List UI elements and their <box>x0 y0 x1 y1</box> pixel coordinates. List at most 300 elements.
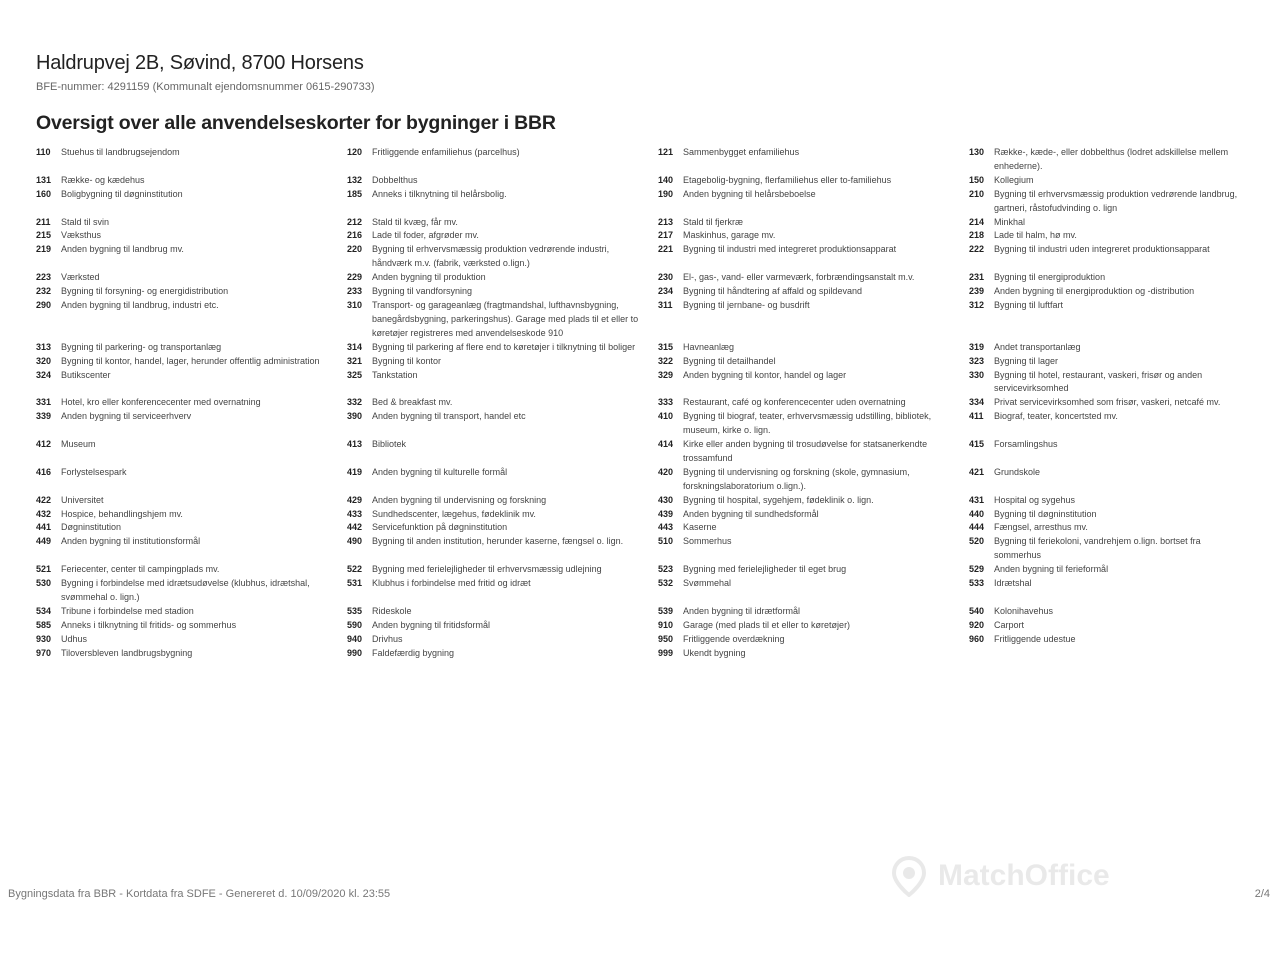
usage-code-entry <box>969 299 1246 341</box>
usage-label: Fritliggende enfamiliehus (parcelhus) <box>372 147 520 157</box>
usage-label: Sommerhus <box>683 536 732 547</box>
usage-label: Stald til fjerkræ <box>683 216 744 227</box>
usage-code-entry <box>36 619 347 633</box>
usage-code-entry <box>658 647 969 661</box>
usage-code: 311 <box>658 299 673 310</box>
usage-code-entry <box>347 466 658 494</box>
usage-code-entry <box>658 521 969 535</box>
usage-code: 960 <box>969 633 985 644</box>
usage-label: Bygning til undervisning og forskning (skole, gymnasium, forskningslaboratorium o.lign.). <box>683 466 910 491</box>
usage-code: 521 <box>36 564 52 575</box>
usage-label: Transport- og garageanlæg (fragtmandshal, lufthavnsbygning, banegårdsbygning, parkeringshus). Garage med plads til et eller to køretøjer registreres med anvendelseskode 910 <box>372 299 639 338</box>
usage-label: Bygning til energiproduktion <box>994 272 1106 283</box>
usage-label: Væksthus <box>61 230 102 241</box>
usage-code-entry <box>36 174 347 188</box>
usage-code-entry <box>658 216 969 230</box>
usage-code-entry <box>658 466 969 494</box>
usage-code-entry <box>969 605 1246 619</box>
usage-label: Maskinhus, garage mv. <box>683 230 776 241</box>
usage-code: 532 <box>658 578 674 589</box>
usage-code: 339 <box>36 411 52 422</box>
usage-code-entry <box>36 243 347 271</box>
usage-code-entry <box>969 188 1246 216</box>
usage-label: Privat servicevirksomhed som frisør, vaskeri, netcafé mv. <box>994 397 1221 408</box>
usage-code: 234 <box>658 286 674 297</box>
usage-label: Faldefærdig bygning <box>372 647 455 658</box>
usage-code-entry <box>969 146 1246 174</box>
usage-code-entry <box>658 438 969 466</box>
usage-code: 121 <box>658 147 674 157</box>
usage-label: Anden bygning til energiproduktion og -distribution <box>994 286 1195 297</box>
usage-code: 132 <box>347 174 363 185</box>
usage-code: 322 <box>658 355 674 366</box>
usage-label: Bygning til feriekoloni, vandrehjem o.lign. bortset fra sommerhus <box>994 536 1201 561</box>
usage-label: Anneks i tilknytning til fritids- og sommerhus <box>61 619 237 630</box>
usage-code-entry <box>658 369 969 397</box>
usage-code-entry <box>969 174 1246 188</box>
usage-label: Fængsel, arresthus mv. <box>994 522 1088 533</box>
usage-label: Bygning til luftfart <box>994 299 1064 310</box>
usage-code-entry <box>347 229 658 243</box>
usage-code-entry <box>347 521 658 535</box>
usage-label: Minkhal <box>994 216 1026 227</box>
usage-code: 522 <box>347 564 363 575</box>
usage-code: 315 <box>658 341 674 352</box>
usage-label: Bygning til jernbane- og busdrift <box>683 299 810 310</box>
usage-code-entry <box>347 216 658 230</box>
usage-code-entry <box>36 355 347 369</box>
usage-code-entry <box>347 341 658 355</box>
page-number: 2/4 <box>1254 888 1270 900</box>
usage-label: Bygning til håndtering af affald og spildevand <box>683 286 862 297</box>
usage-code-entry <box>36 188 347 216</box>
usage-code-entry <box>969 647 1246 661</box>
usage-code: 325 <box>347 369 363 380</box>
usage-code: 414 <box>658 439 674 450</box>
usage-code: 970 <box>36 647 52 658</box>
usage-code: 320 <box>36 355 52 366</box>
usage-label: Fritliggende overdækning <box>683 633 785 644</box>
usage-code-entry <box>969 355 1246 369</box>
usage-code: 150 <box>969 174 985 185</box>
usage-code: 999 <box>658 647 674 658</box>
usage-label: Bygning til industri med integreret produktionsapparat <box>683 244 897 255</box>
usage-label: Havneanlæg <box>683 341 735 352</box>
map-pin-icon <box>888 855 930 897</box>
usage-code-entry <box>36 369 347 397</box>
usage-label: Klubhus i forbindelse med fritid og idræt <box>372 578 531 589</box>
usage-code-entry <box>36 341 347 355</box>
usage-code: 310 <box>347 299 363 310</box>
usage-code-entry <box>969 369 1246 397</box>
usage-code-entry <box>969 341 1246 355</box>
usage-code: 120 <box>347 147 363 157</box>
usage-code: 490 <box>347 536 363 547</box>
usage-label: Tankstation <box>372 369 418 380</box>
usage-code: 211 <box>36 216 51 227</box>
usage-code-entry <box>658 146 969 174</box>
usage-code-entry <box>36 285 347 299</box>
usage-code-entry <box>658 619 969 633</box>
usage-code: 140 <box>658 174 674 185</box>
usage-label: Stald til svin <box>61 216 110 227</box>
usage-code: 443 <box>658 522 674 533</box>
usage-code-entry <box>658 563 969 577</box>
usage-code-entry <box>347 410 658 438</box>
usage-code: 216 <box>347 230 363 241</box>
usage-code-entry <box>969 410 1246 438</box>
usage-label: Døgninstitution <box>61 522 122 533</box>
usage-code-entry <box>658 355 969 369</box>
usage-code: 131 <box>36 174 52 185</box>
usage-label: Anden bygning til institutionsformål <box>61 536 201 547</box>
usage-code-entry <box>969 619 1246 633</box>
usage-code-entry <box>658 605 969 619</box>
usage-code: 439 <box>658 508 674 519</box>
usage-code-entry <box>36 146 347 174</box>
usage-code-entry <box>36 396 347 410</box>
usage-label: Feriecenter, center til campingplads mv. <box>61 564 220 575</box>
usage-label: Bygning til hospital, sygehjem, fødeklinik o. lign. <box>683 494 874 505</box>
usage-code: 185 <box>347 188 363 199</box>
usage-label: Tiloversbleven landbrugsbygning <box>61 647 193 658</box>
usage-label: Lade til foder, afgrøder mv. <box>372 230 479 241</box>
usage-code-grid <box>36 146 1246 661</box>
usage-code-entry <box>969 577 1246 605</box>
usage-code: 334 <box>969 397 985 408</box>
usage-code-entry <box>658 633 969 647</box>
usage-code-entry <box>969 466 1246 494</box>
usage-code-entry <box>36 508 347 522</box>
usage-label: Bygning til erhvervsmæssig produktion vedrørende industri, håndværk m.v. (fabrik, værksted o.lign.) <box>372 244 610 269</box>
usage-code: 233 <box>347 286 363 297</box>
usage-label: Museum <box>61 439 96 450</box>
usage-code-entry <box>347 605 658 619</box>
usage-label: Bygning til kontor, handel, lager, herunder offentlig administration <box>61 355 320 366</box>
usage-label: Bygning til forsyning- og energidistribution <box>61 286 229 297</box>
usage-code: 213 <box>658 216 674 227</box>
usage-code-entry <box>658 174 969 188</box>
usage-code-entry <box>969 285 1246 299</box>
usage-code: 533 <box>969 578 985 589</box>
usage-code-entry <box>347 535 658 563</box>
usage-code-entry <box>347 299 658 341</box>
usage-code: 333 <box>658 397 674 408</box>
usage-code-entry <box>658 299 969 341</box>
usage-code: 215 <box>36 230 52 241</box>
usage-code-entry <box>969 563 1246 577</box>
usage-code-entry <box>347 188 658 216</box>
usage-code-entry <box>347 438 658 466</box>
usage-label: Etagebolig-bygning, flerfamiliehus eller to-familiehus <box>683 174 892 185</box>
footer-source: Bygningsdata fra BBR - Kortdata fra SDFE - Genereret d. 10/09/2020 kl. 23:55 <box>8 888 391 900</box>
usage-code: 314 <box>347 341 363 352</box>
usage-code: 520 <box>969 536 985 547</box>
usage-code-entry <box>36 466 347 494</box>
usage-code: 429 <box>347 494 363 505</box>
usage-label: Hotel, kro eller konferencecenter med overnatning <box>61 397 261 408</box>
usage-code: 239 <box>969 286 985 297</box>
usage-code: 110 <box>36 147 51 157</box>
usage-label: Forlystelsespark <box>61 466 127 477</box>
usage-label: Anden bygning til undervisning og forskning <box>372 494 547 505</box>
usage-code: 319 <box>969 341 985 352</box>
usage-code: 210 <box>969 188 985 199</box>
usage-code: 415 <box>969 439 985 450</box>
usage-code: 940 <box>347 633 363 644</box>
usage-code: 290 <box>36 299 52 310</box>
usage-code-entry <box>969 508 1246 522</box>
usage-code-entry <box>658 188 969 216</box>
usage-label: Bygning til kontor <box>372 355 442 366</box>
usage-code: 214 <box>969 216 985 227</box>
usage-code: 442 <box>347 522 363 533</box>
usage-code-entry <box>658 229 969 243</box>
usage-label: Anden bygning til ferieformål <box>994 564 1109 575</box>
usage-label: Garage (med plads til et eller to køretøjer) <box>683 619 851 630</box>
usage-code-entry <box>36 521 347 535</box>
usage-code-entry <box>36 633 347 647</box>
usage-code-entry <box>36 647 347 661</box>
usage-label: Idrætshal <box>994 578 1032 589</box>
usage-code: 230 <box>658 272 674 283</box>
usage-code-entry <box>347 647 658 661</box>
usage-label: Anden bygning til fritidsformål <box>372 619 491 630</box>
usage-label: Anden bygning til landbrug mv. <box>61 244 184 255</box>
usage-label: Anden bygning til helårsbeboelse <box>683 188 816 199</box>
usage-label: Bygning med ferielejligheder til eget brug <box>683 564 847 575</box>
usage-label: Bibliotek <box>372 439 407 450</box>
usage-code: 221 <box>658 244 674 255</box>
usage-label: Bygning til erhvervsmæssig produktion vedrørende landbrug, gartneri, råstofudvinding o. lign <box>994 188 1238 213</box>
usage-code: 430 <box>658 494 674 505</box>
usage-label: Stuehus til landbrugsejendom <box>61 147 180 157</box>
usage-label: Forsamlingshus <box>994 439 1058 450</box>
usage-code-entry <box>658 535 969 563</box>
usage-code: 323 <box>969 355 985 366</box>
usage-code-entry <box>969 229 1246 243</box>
usage-code: 229 <box>347 272 363 283</box>
usage-label: Grundskole <box>994 466 1041 477</box>
usage-code-entry <box>969 216 1246 230</box>
usage-code-entry <box>347 243 658 271</box>
usage-code: 419 <box>347 466 363 477</box>
usage-label: Drivhus <box>372 633 403 644</box>
usage-code-entry <box>969 494 1246 508</box>
usage-code: 440 <box>969 508 985 519</box>
usage-code-entry <box>347 494 658 508</box>
usage-code: 441 <box>36 522 52 533</box>
usage-label: Anden bygning til kulturelle formål <box>372 466 508 477</box>
usage-label: Bygning med ferielejligheder til erhvervsmæssig udlejning <box>372 564 602 575</box>
usage-label: Boligbygning til døgninstitution <box>61 188 183 199</box>
usage-label: Rideskole <box>372 605 412 616</box>
usage-code-entry <box>658 271 969 285</box>
usage-label: Bygning til døgninstitution <box>994 508 1097 519</box>
usage-code: 539 <box>658 605 674 616</box>
usage-label: Bygning til vandforsyning <box>372 286 473 297</box>
usage-code: 530 <box>36 578 52 589</box>
usage-label: Bygning til anden institution, herunder kaserne, fængsel o. lign. <box>372 536 624 547</box>
usage-code-entry <box>36 494 347 508</box>
usage-code: 444 <box>969 522 985 533</box>
usage-code: 313 <box>36 341 52 352</box>
usage-code: 312 <box>969 299 985 310</box>
usage-label: Sundhedscenter, lægehus, fødeklinik mv. <box>372 508 536 519</box>
usage-label: Anden bygning til transport, handel etc <box>372 411 526 422</box>
usage-label: Dobbelthus <box>372 174 418 185</box>
usage-code-entry <box>36 438 347 466</box>
usage-label: Hospital og sygehus <box>994 494 1076 505</box>
usage-code-entry <box>347 396 658 410</box>
usage-code: 390 <box>347 411 363 422</box>
usage-label: Bed & breakfast mv. <box>372 397 453 408</box>
usage-code-entry <box>658 410 969 438</box>
usage-label: Hospice, behandlingshjem mv. <box>61 508 183 519</box>
usage-label: Bygning til parkering- og transportanlæg <box>61 341 222 352</box>
usage-label: Biograf, teater, koncertsted mv. <box>994 411 1118 422</box>
usage-code: 421 <box>969 466 985 477</box>
usage-label: Anden bygning til landbrug, industri etc. <box>61 299 219 310</box>
usage-code: 410 <box>658 411 674 422</box>
usage-code: 332 <box>347 397 363 408</box>
usage-code: 431 <box>969 494 985 505</box>
usage-code-entry <box>36 229 347 243</box>
usage-code: 432 <box>36 508 52 519</box>
section-heading: Oversigt over alle anvendelseskorter for bygninger i BBR <box>36 112 556 134</box>
usage-label: Kirke eller anden bygning til trosudøvelse for statsanerkendte trossamfund <box>683 439 928 463</box>
usage-label: Anden bygning til serviceerhverv <box>61 411 192 422</box>
usage-code: 920 <box>969 619 985 630</box>
watermark <box>888 855 1110 897</box>
usage-code: 422 <box>36 494 52 505</box>
usage-label: Anden bygning til sundhedsformål <box>683 508 819 519</box>
usage-label: Anden bygning til kontor, handel og lager <box>683 369 847 380</box>
usage-code-entry <box>969 633 1246 647</box>
usage-code-entry <box>969 438 1246 466</box>
usage-code-entry <box>969 521 1246 535</box>
usage-code-entry <box>36 271 347 285</box>
usage-code-entry <box>658 285 969 299</box>
usage-label: Andet transportanlæg <box>994 341 1081 352</box>
usage-code: 531 <box>347 578 363 589</box>
usage-label: Bygning til biograf, teater, erhvervsmæssig udstilling, bibliotek, museum, kirke o. lign. <box>683 411 932 436</box>
usage-code-entry <box>36 563 347 577</box>
usage-label: Kolonihavehus <box>994 605 1054 616</box>
usage-code-entry <box>969 243 1246 271</box>
usage-code: 585 <box>36 619 52 630</box>
usage-code-entry <box>36 216 347 230</box>
usage-code-entry <box>658 508 969 522</box>
usage-label: Svømmehal <box>683 578 732 589</box>
usage-code-entry <box>36 577 347 605</box>
usage-code: 433 <box>347 508 363 519</box>
usage-code: 411 <box>969 411 984 422</box>
usage-code-entry <box>36 299 347 341</box>
usage-label: Kaserne <box>683 522 717 533</box>
watermark-text: MatchOffice <box>938 859 1110 892</box>
usage-code: 523 <box>658 564 674 575</box>
usage-label: Universitet <box>61 494 104 505</box>
usage-label: Carport <box>994 619 1025 630</box>
usage-code: 220 <box>347 244 363 255</box>
usage-code: 930 <box>36 633 52 644</box>
usage-code: 160 <box>36 188 52 199</box>
usage-code-entry <box>347 146 658 174</box>
usage-label: Række-, kæde-, eller dobbelthus (lodret adskillelse mellem enhederne). <box>994 147 1229 171</box>
usage-code-entry <box>969 396 1246 410</box>
usage-code: 534 <box>36 605 52 616</box>
usage-code: 329 <box>658 369 674 380</box>
usage-code: 331 <box>36 397 52 408</box>
usage-code: 412 <box>36 439 52 450</box>
usage-code: 217 <box>658 230 674 241</box>
bfe-number: BFE-nummer: 4291159 (Kommunalt ejendomsnummer 0615-290733) <box>36 81 375 93</box>
usage-label: El-, gas-, vand- eller varmeværk, forbrændingsanstalt m.v. <box>683 272 915 283</box>
usage-label: Servicefunktion på døgninstitution <box>372 522 508 533</box>
usage-label: Restaurant, café og konferencecenter uden overnatning <box>683 397 906 408</box>
usage-code: 990 <box>347 647 363 658</box>
usage-label: Anden bygning til idrætformål <box>683 605 801 616</box>
usage-code-entry <box>658 396 969 410</box>
usage-label: Værksted <box>61 272 100 283</box>
usage-code: 510 <box>658 536 674 547</box>
usage-code-entry <box>347 619 658 633</box>
usage-code: 219 <box>36 244 52 255</box>
usage-label: Lade til halm, hø mv. <box>994 230 1077 241</box>
usage-code: 540 <box>969 605 985 616</box>
usage-label: Stald til kvæg, får mv. <box>372 216 458 227</box>
usage-label: Bygning til industri uden integreret produktionsapparat <box>994 244 1210 255</box>
usage-code: 449 <box>36 536 52 547</box>
usage-label: Bygning til hotel, restaurant, vaskeri, frisør og anden servicevirksomhed <box>994 369 1203 394</box>
usage-code: 130 <box>969 147 985 157</box>
usage-code-entry <box>658 341 969 355</box>
usage-code-entry <box>36 535 347 563</box>
usage-code: 413 <box>347 439 363 450</box>
usage-code-entry <box>969 271 1246 285</box>
usage-code: 190 <box>658 188 674 199</box>
property-address: Haldrupvej 2B, Søvind, 8700 Horsens <box>36 52 364 74</box>
usage-code-entry <box>347 577 658 605</box>
usage-label: Fritliggende udestue <box>994 633 1076 644</box>
usage-code-entry <box>347 508 658 522</box>
usage-label: Bygning i forbindelse med idrætsudøvelse (klubhus, idrætshal, svømmehal o. lign.) <box>61 578 310 602</box>
usage-code: 529 <box>969 564 985 575</box>
usage-code: 223 <box>36 272 52 283</box>
usage-code-entry <box>658 243 969 271</box>
usage-code-entry <box>969 535 1246 563</box>
usage-code: 416 <box>36 466 52 477</box>
usage-code: 222 <box>969 244 985 255</box>
usage-code: 218 <box>969 230 985 241</box>
usage-label: Ukendt bygning <box>683 647 746 658</box>
usage-code: 231 <box>969 272 985 283</box>
usage-code: 420 <box>658 466 674 477</box>
usage-label: Udhus <box>61 633 88 644</box>
usage-code-entry <box>347 369 658 397</box>
usage-code-entry <box>36 605 347 619</box>
usage-label: Sammenbygget enfamiliehus <box>683 147 800 157</box>
usage-code: 321 <box>347 355 363 366</box>
usage-code-entry <box>347 174 658 188</box>
usage-code-entry <box>658 494 969 508</box>
usage-code: 535 <box>347 605 363 616</box>
usage-code: 910 <box>658 619 674 630</box>
usage-code: 590 <box>347 619 363 630</box>
usage-code-entry <box>347 563 658 577</box>
usage-code-entry <box>347 633 658 647</box>
